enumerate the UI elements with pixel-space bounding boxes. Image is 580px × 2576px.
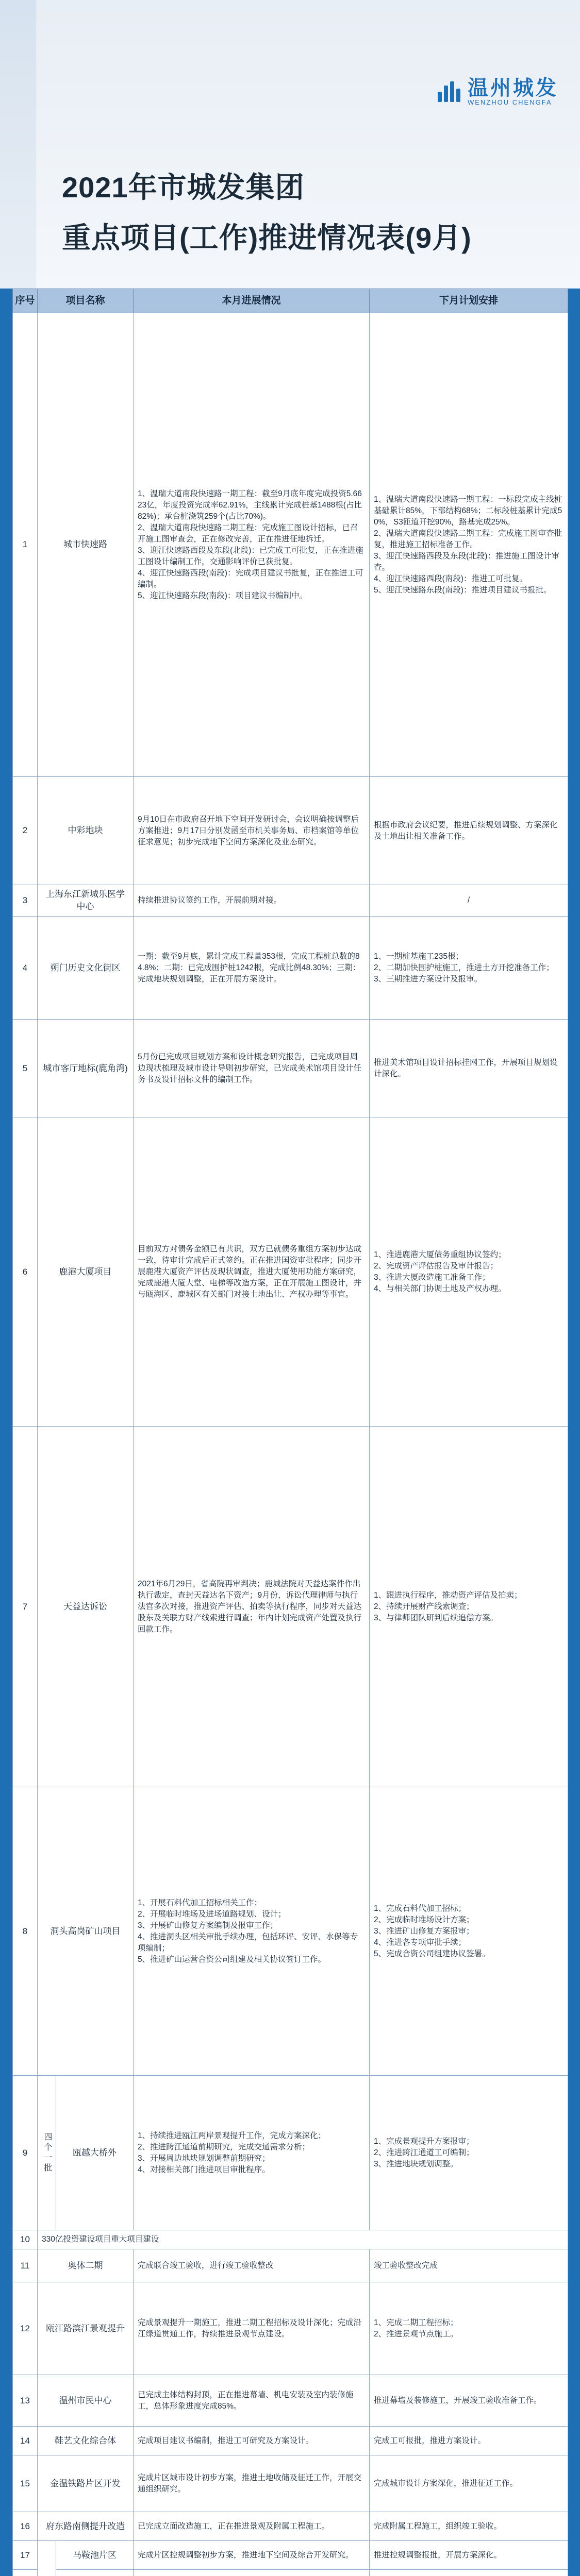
plan-cell: 1、完成景观提升方案报审； 2、推进跨江通道工可编制； 3、推进地块规划调整。 <box>370 2076 568 2230</box>
progress-cell: 9月10日在市政府召开地下空间开发研讨会，会议明确按调整后方案推进；9月17日分别发函至市机关事务局、市档案馆等单位征求意见；初步完成地下空间方案深化及业态研究。 <box>134 777 370 885</box>
row-number <box>13 2570 38 2576</box>
table-row <box>13 885 568 917</box>
progress-cell: 1、持续推进瓯江两岸景观提升工作，完成方案深化； 2、推进跨江通道前期研究，完成交通需求分析； 3、开展周边地块规划调整前期研究； 4、对接相关部门推进项目审批程序。 <box>134 2076 370 2230</box>
column-header-seq: 序号 <box>13 289 38 313</box>
project-name: 天益达诉讼 <box>38 1427 134 1787</box>
table-row <box>13 2455 568 2512</box>
row-number: 9 <box>13 2076 38 2230</box>
progress-cell: 1、温瑞大道南段快速路一期工程：截至9月底年度完成投资5.6623亿，年度投资完成率62.91%，主线累计完成桩基1488根(占比82%)；承台桩浇筑259个(占比70%)。 2、温瑞大道南段快速路二期工程：完成施工图设计招标，已召开施工图审查会，正在修改完善，正在推进征地拆迁。 3、迎江快速路西段及东段(北段)：已完成工可批复，正在推进施工图设计编制工作，交通影响评价已获批复。 4、迎江快速路西段(南段)：完成项目建议书批复，正在推进工可编制。 5、迎江快速路东段(南段)：项目建议书编制中。 <box>134 313 370 777</box>
project-name: 温州市民中心 <box>38 2375 134 2427</box>
progress-cell: 2021年6月29日，省高院再审判决；鹿城法院对天益达案件作出执行裁定，查封天益达名下资产；9月份，诉讼代理律师与执行法官多次对接，推进资产评估、拍卖等执行程序，同步对天益达股东及关联方财产线索进行调查；年内计划完成资产处置及执行回款工作。 <box>134 1427 370 1787</box>
company-logo <box>436 77 558 106</box>
plan-cell: 推进幕墙及装修施工，开展竣工验收准备工作。 <box>370 2375 568 2427</box>
logo-name-cn: 温州城发 <box>468 77 558 99</box>
table-row <box>13 2570 568 2576</box>
project-name: 城市客厅地标(鹿角湾) <box>38 1020 134 1117</box>
project-name: 瓯越大桥外 <box>56 2076 134 2230</box>
row-number: 14 <box>13 2427 38 2455</box>
progress-cell: 已完成立面改造施工，正在推进景观及附属工程施工。 <box>134 2512 370 2541</box>
progress-cell: 完成景观提升一期施工，推进二期工程招标及设计深化；完成沿江绿道贯通工作，持续推进景观节点建设。 <box>134 2282 370 2375</box>
project-name: 鞋艺文化综合体 <box>38 2427 134 2455</box>
progress-cell: 一期：截至9月底，累计完成工程量353根，完成工程桩总数的84.8%；二期：已完成围护桩1242根，完成比例48.30%；三期：完成地块规划调整，正在开展方案设计。 <box>134 917 370 1020</box>
title-block <box>62 165 472 257</box>
section-heading: 330亿投资建设项目重大项目建设 <box>38 2230 568 2249</box>
row-number: 17 <box>13 2541 38 2570</box>
plan-cell: 1、温瑞大道南段快速路一期工程：一标段完成主线桩基础累计85%，下部结构68%；二标段桩基累计完成50%，S3匝道开挖90%，路基完成25%。 2、温瑞大道南段快速路二期工程：完成施工图审查批复，推进施工招标准备工作。 3、迎江快速路西段及东段(北段)：推进施工图设计审查。 4、迎江快速路西段(南段)：推进工可批复。 5、迎江快速路东段(南段)：推进项目建议书报批。 <box>370 313 568 777</box>
table-header-row <box>13 289 568 313</box>
row-number: 15 <box>13 2455 38 2512</box>
table-row <box>13 2512 568 2541</box>
progress-cell: 完成联合竣工验收，进行竣工验收整改 <box>134 2249 370 2282</box>
progress-cell: 完成片区控规调整初步方案，推进地下空间及综合开发研究。 <box>134 2541 370 2570</box>
row-number: 10 <box>13 2230 38 2249</box>
row-number: 4 <box>13 917 38 1020</box>
plan-cell: 完成城市设计方案深化，推进征迁工作。 <box>370 2455 568 2512</box>
project-name: 奥体二期 <box>38 2249 134 2282</box>
row-number: 6 <box>13 1117 38 1427</box>
progress-cell: 已完成主体结构封顶，正在推进幕墙、机电安装及室内装修施工，总体形象进度完成85%。 <box>134 2375 370 2427</box>
progress-cell: 持续推进协议签约工作，开展前期对接。 <box>134 885 370 917</box>
project-name: 府东路南侧提升改造 <box>38 2512 134 2541</box>
column-header-progress: 本月进展情况 <box>134 289 370 313</box>
plan-cell: 1、跟进执行程序，推动资产评估及拍卖； 2、持续开展财产线索调查； 3、与律师团队研判后续追偿方案。 <box>370 1427 568 1787</box>
table-row <box>13 1020 568 1117</box>
plan-cell: 1、完成石料代加工招标； 2、完成临时堆场设计方案； 3、推进矿山修复方案报审； 4、推进各专项审批手续； 5、完成合资公司组建协议签署。 <box>370 1787 568 2076</box>
table-row <box>13 917 568 1020</box>
table-row <box>13 2249 568 2282</box>
progress-cell: 1、开展石料代加工招标相关工作； 2、开展临时堆场及进场道路规划、设计； 3、开展矿山修复方案编制及报审工作； 4、推进洞头区相关审批手续办理，包括环评、安评、水保等专项编制； 5、推进矿山运营合资公司组建及相关协议签订工作。 <box>134 1787 370 2076</box>
table-row <box>13 1117 568 1427</box>
table-row <box>13 2541 568 2570</box>
plan-cell: 推进美术馆项目设计招标挂网工作，开展项目规划设计深化。 <box>370 1020 568 1117</box>
decorative-bar <box>0 0 36 289</box>
table-row <box>13 313 568 777</box>
progress-cell: 完成项目建议书编制，推进工可研究及方案设计。 <box>134 2427 370 2455</box>
project-name: 金温铁路片区开发 <box>38 2455 134 2512</box>
row-number: 5 <box>13 1020 38 1117</box>
plan-cell: / <box>370 885 568 917</box>
category-label <box>38 2541 56 2576</box>
progress-cell: 完成片区城市设计初步方案，推进土地收储及征迁工作，开展交通组织研究。 <box>134 2455 370 2512</box>
table-row <box>13 777 568 885</box>
page-title: 2021年市城发集团 <box>62 171 305 204</box>
table-row <box>13 1787 568 2076</box>
plan-cell: 完成工可报批，推进方案设计。 <box>370 2427 568 2455</box>
project-name: 朔门历史文化街区 <box>38 917 134 1020</box>
column-header-plan: 下月计划安排 <box>370 289 568 313</box>
plan-cell <box>370 2570 568 2576</box>
row-number: 2 <box>13 777 38 885</box>
row-number: 7 <box>13 1427 38 1787</box>
plan-cell: 1、一期桩基施工235根； 2、二期加快围护桩施工，推进土方开挖准备工作； 3、三期推进方案设计及报审。 <box>370 917 568 1020</box>
progress-table <box>12 289 568 2576</box>
row-number: 1 <box>13 313 38 777</box>
plan-cell: 1、完成二期工程招标； 2、推进景观节点施工。 <box>370 2282 568 2375</box>
table-row <box>13 1427 568 1787</box>
logo-name-en: WENZHOU CHENGFA <box>468 98 552 106</box>
table-row <box>13 2282 568 2375</box>
row-number: 3 <box>13 885 38 917</box>
table-row <box>13 2427 568 2455</box>
table-row <box>13 2375 568 2427</box>
page-subtitle: 重点项目(工作)推进情况表(9月) <box>62 222 472 254</box>
row-number: 16 <box>13 2512 38 2541</box>
project-name: 中彩地块 <box>38 777 134 885</box>
row-number: 12 <box>13 2282 38 2375</box>
plan-cell: 1、推进鹿港大厦债务重组协议签约； 2、完成资产评估报告及审计报告； 3、推进大厦改造施工准备工作； 4、与相关部门协调土地及产权办理。 <box>370 1117 568 1427</box>
table-row <box>13 2076 568 2230</box>
project-name: 马鞍池片区 <box>56 2541 134 2570</box>
plan-cell: 根据市政府会议纪要，推进后续规划调整、方案深化及土地出让相关准备工作。 <box>370 777 568 885</box>
project-name: 瓯江路滨江景观提升 <box>38 2282 134 2375</box>
progress-cell: 5月份已完成项目规划方案和设计概念研究报告，已完成项目周边现状梳理及城市设计导则初步研究，已完成美术馆项目设计任务书及设计招标文件的编制工作。 <box>134 1020 370 1117</box>
project-name: 鹿港大厦项目 <box>38 1117 134 1427</box>
row-number: 8 <box>13 1787 38 2076</box>
row-number: 13 <box>13 2375 38 2427</box>
project-name: 上海东江新城乐医学中心 <box>38 885 134 917</box>
plan-cell: 完成附属工程施工，组织竣工验收。 <box>370 2512 568 2541</box>
category-label: 四个一批 <box>38 2076 56 2230</box>
page-header <box>0 0 580 289</box>
progress-cell: 目前双方对债务金额已有共识，双方已就债务重组方案初步达成一致，待审计完成后正式签约。正在推进国资审批程序；同步开展鹿港大厦资产评估及现状调查，推进大厦使用功能方案研究，完成鹿港大厦大堂、电梯等改造方案，正在开展施工图设计，并与瓯海区、鹿城区有关部门对接土地出让、产权办理等事宜。 <box>134 1117 370 1427</box>
plan-cell: 推进控规调整报批，开展方案深化。 <box>370 2541 568 2570</box>
project-name: 城市快速路 <box>38 313 134 777</box>
plan-cell: 竣工验收整改完成 <box>370 2249 568 2282</box>
column-header-name: 项目名称 <box>38 289 134 313</box>
logo-mark-icon <box>436 78 462 105</box>
table-row <box>13 2230 568 2249</box>
project-name <box>56 2570 134 2576</box>
row-number: 11 <box>13 2249 38 2282</box>
report-body <box>0 289 580 2576</box>
progress-cell <box>134 2570 370 2576</box>
project-name: 洞头高岗矿山项目 <box>38 1787 134 2076</box>
